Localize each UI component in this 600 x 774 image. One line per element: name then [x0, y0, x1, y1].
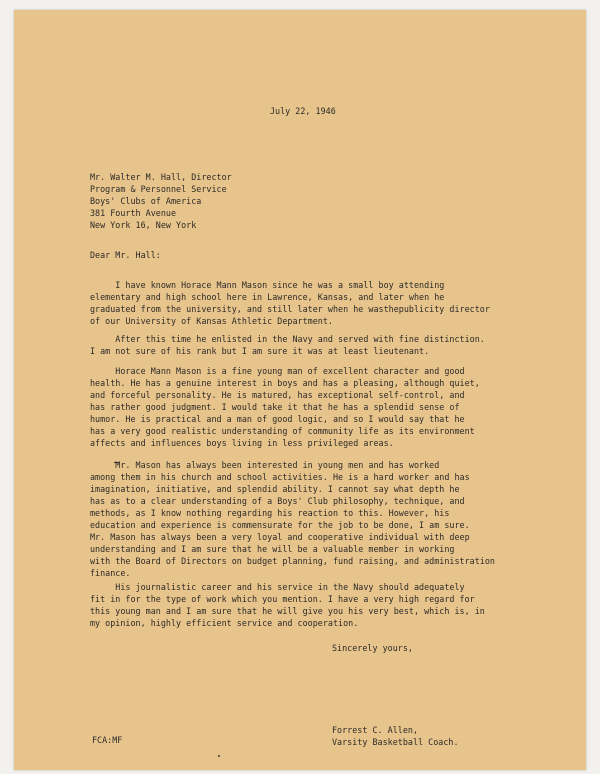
recipient-line: Mr. Walter M. Hall, Director — [90, 172, 232, 182]
paragraph-line: elementary and high school here in Lawrence, Kansas, and later when he — [90, 292, 445, 302]
signer-name: Forrest C. Allen, — [332, 725, 419, 735]
paragraph-3 — [90, 365, 580, 449]
paragraph-2 — [90, 333, 580, 357]
paragraph-5 — [90, 581, 580, 629]
recipient-line: Program & Personnel Service — [90, 184, 227, 194]
paragraph-line: After this time he enlisted in the Navy and served with fine distinction. — [90, 334, 485, 344]
paragraph-line: this young man and I am sure that he will give you his very best, which is, in — [90, 606, 485, 616]
closing: Sincerely yours, — [332, 643, 413, 653]
paragraph-line: Mr. Mason has always been interested in young men and has worked — [90, 460, 440, 470]
recipient-line: New York 16, New York — [90, 220, 197, 230]
recipient-line: 381 Fourth Avenue — [90, 208, 177, 218]
paragraph-line: education and experience is commensurate for the job to be done, I am sure. — [90, 520, 470, 530]
recipient-address — [90, 171, 232, 231]
paragraph-line: has rather good judgment. I would take it that he has a splendid sense of — [90, 402, 460, 412]
paragraph-line: health. He has a genuine interest in boys and has a pleasing, although quiet, — [90, 378, 480, 388]
letter-page — [14, 10, 586, 770]
paragraph-line: I am not sure of his rank but I am sure it was at least lieutenant. — [90, 346, 430, 356]
signer-title: Varsity Basketball Coach. — [332, 737, 459, 747]
paragraph-line: affects and influences boys living in less privileged areas. — [90, 438, 394, 448]
salutation: Dear Mr. Hall: — [90, 250, 161, 260]
paragraph-line: my opinion, highly efficient service and cooperation. — [90, 618, 359, 628]
paragraph-4 — [90, 459, 580, 579]
paragraph-line: methods, as I know nothing regarding his reaction to this. However, his — [90, 508, 450, 518]
paragraph-line: among them in his church and school activities. He is a hard worker and has — [90, 472, 470, 482]
paragraph-line: of our University of Kansas Athletic Department. — [90, 316, 333, 326]
recipient-line: Boys' Clubs of America — [90, 196, 202, 206]
paragraph-1 — [90, 279, 580, 327]
paragraph-line: imagination, initiative, and splendid ability. I cannot say what depth he — [90, 484, 460, 494]
paragraph-line: finance. — [90, 568, 131, 578]
paragraph-line: with the Board of Directors on budget planning, fund raising, and administration — [90, 556, 495, 566]
paragraph-line: has a very good realistic understanding of community life as its environment — [90, 426, 475, 436]
paragraph-line: understanding and I am sure that he will be a valuable member in working — [90, 544, 455, 554]
paragraph-line: I have known Horace Mann Mason since he was a small boy attending — [90, 280, 445, 290]
letter-date: July 22, 1946 — [270, 106, 336, 116]
typist-initials: FCA:MF — [92, 735, 123, 745]
paper-speck — [218, 755, 220, 757]
paragraph-line: graduated from the university, and still later when he wasthepublicity director — [90, 304, 490, 314]
paragraph-line: Horace Mann Mason is a fine young man of excellent character and good — [90, 366, 465, 376]
paragraph-line: fit in for the type of work which you mention. I have a very high regard for — [90, 594, 475, 604]
paragraph-line: humor. He is practical and a man of good logic, and so I would say that he — [90, 414, 465, 424]
paragraph-line: Mr. Mason has always been a very loyal and cooperative individual with deep — [90, 532, 470, 542]
signature-block — [332, 724, 459, 748]
paragraph-line: has as to a clear understanding of a Boys' Club philosophy, technique, and — [90, 496, 465, 506]
paragraph-line: and forceful personality. He is matured, has exceptional self-control, and — [90, 390, 465, 400]
paragraph-line: His journalistic career and his service in the Navy should adequately — [90, 582, 465, 592]
